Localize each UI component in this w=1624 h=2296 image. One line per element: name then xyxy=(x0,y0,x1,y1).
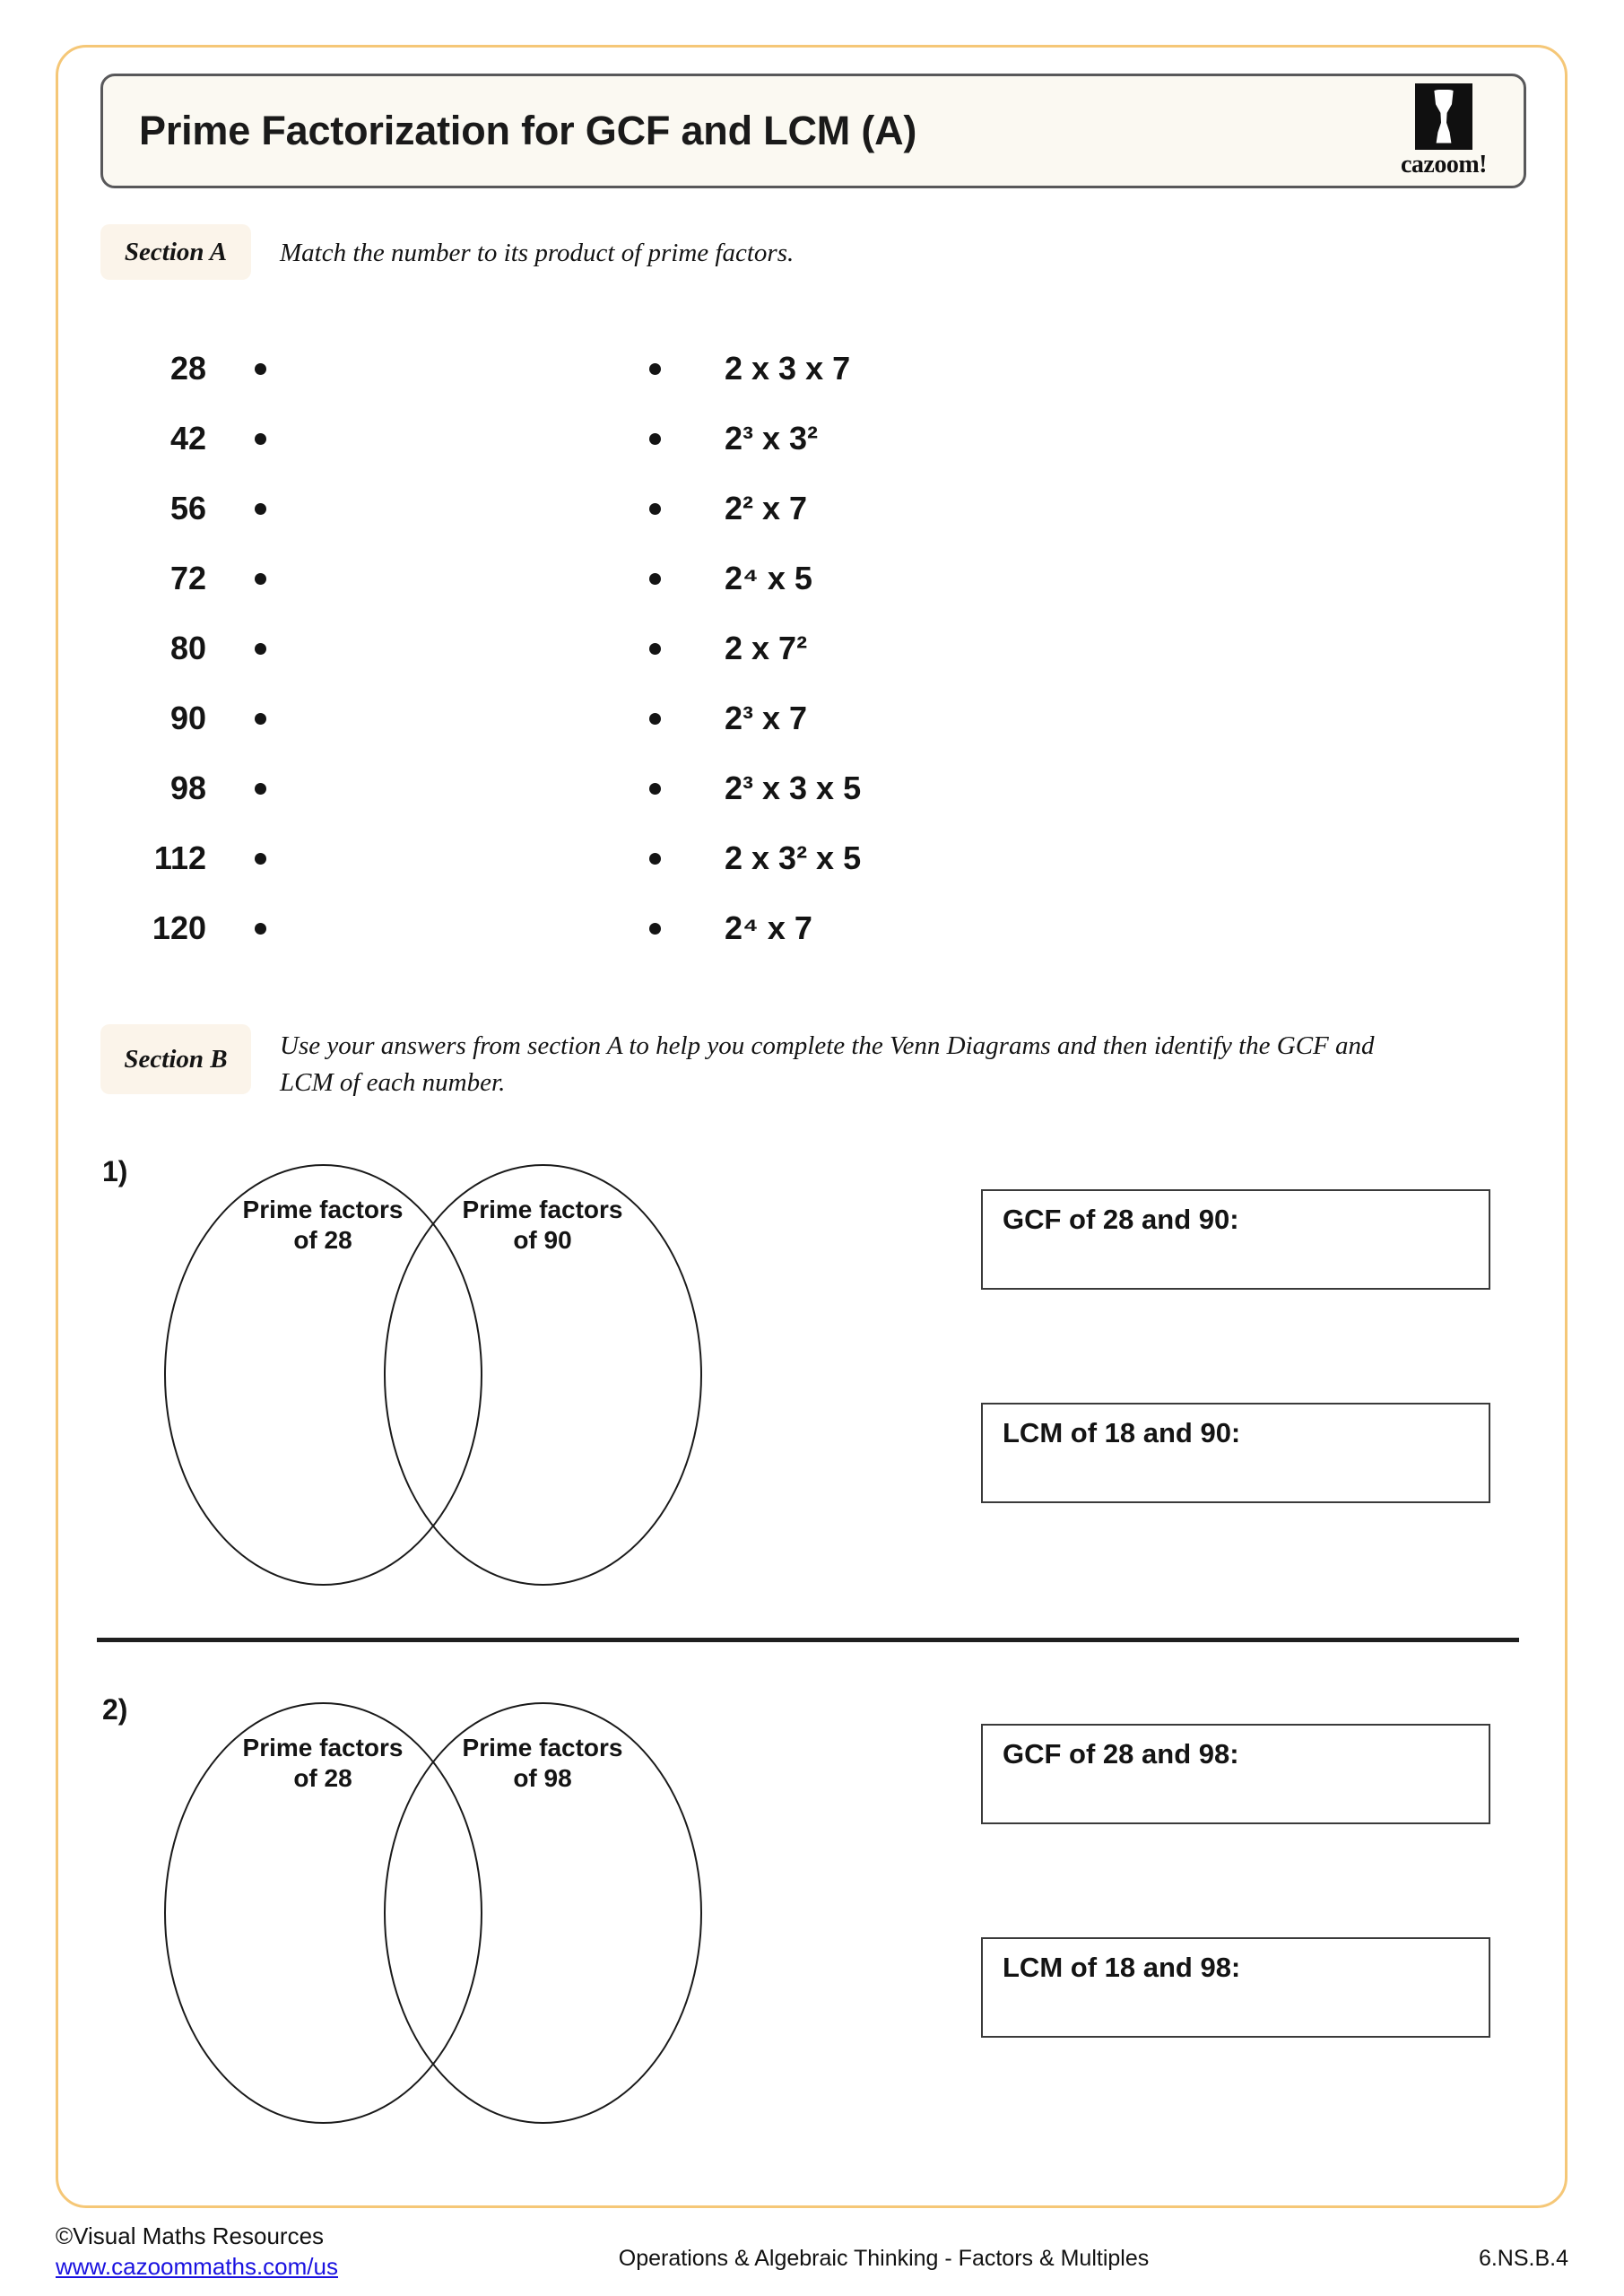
match-factorization: 2 x 3 x 7 xyxy=(725,350,851,387)
match-right-dot[interactable] xyxy=(619,643,690,655)
bullet-icon xyxy=(649,783,661,795)
lcm-label-2: LCM of 18 and 98: xyxy=(1003,1952,1241,1983)
match-right-dot[interactable] xyxy=(619,503,690,515)
bullet-icon xyxy=(649,503,661,515)
bullet-icon xyxy=(255,853,266,865)
gcf-answer-box-2[interactable] xyxy=(981,1724,1490,1824)
footer-standard-code: 6.NS.B.4 xyxy=(1478,2246,1568,2271)
match-row xyxy=(0,683,1624,753)
match-right-dot[interactable] xyxy=(619,433,690,445)
cazoom-logo xyxy=(1387,83,1500,179)
bullet-icon xyxy=(649,573,661,585)
match-right-dot[interactable] xyxy=(619,923,690,935)
bullet-icon xyxy=(255,713,266,725)
section-a-instruction: Match the number to its product of prime factors. xyxy=(280,239,795,267)
match-right-dot[interactable] xyxy=(619,363,690,375)
match-row xyxy=(0,334,1624,404)
match-row xyxy=(0,823,1624,893)
match-left-dot[interactable] xyxy=(206,363,314,375)
bullet-icon xyxy=(649,643,661,655)
match-right-dot[interactable] xyxy=(619,573,690,585)
footer-website-link[interactable]: www.cazoommaths.com/us xyxy=(56,2253,338,2281)
match-factorization: 2⁴ x 5 xyxy=(725,560,812,596)
section-b-instruction: Use your answers from section A to help you complete the Venn Diagrams and then identify the GCF and LCM of each number. xyxy=(280,1031,1375,1098)
bullet-icon xyxy=(255,573,266,585)
bullet-icon xyxy=(255,643,266,655)
match-right-dot[interactable] xyxy=(619,783,690,795)
venn-diagram-1[interactable] xyxy=(164,1164,702,1586)
section-b-tag: Section B xyxy=(100,1024,251,1094)
footer-copyright: ©Visual Maths Resources xyxy=(56,2222,325,2249)
bullet-icon xyxy=(255,783,266,795)
lcm-answer-box-1[interactable] xyxy=(981,1403,1490,1503)
match-row xyxy=(0,753,1624,823)
match-number: 98 xyxy=(169,770,206,806)
bullet-icon xyxy=(649,433,661,445)
match-number: 90 xyxy=(169,700,206,736)
match-left-dot[interactable] xyxy=(206,713,314,725)
bullet-icon xyxy=(649,853,661,865)
question-1-number: 1) xyxy=(102,1155,128,1187)
section-a-tag: Section A xyxy=(100,224,251,280)
lcm-label-1: LCM of 18 and 90: xyxy=(1003,1417,1241,1448)
venn-diagram-2[interactable] xyxy=(164,1702,702,2124)
match-left-dot[interactable] xyxy=(206,853,314,865)
gcf-label-2: GCF of 28 and 98: xyxy=(1003,1738,1239,1770)
venn-label-right xyxy=(421,1733,664,1794)
match-factorization: 2³ x 7 xyxy=(725,700,808,736)
match-factorization: 2⁴ x 7 xyxy=(725,909,812,946)
venn-label-right-line2: of 98 xyxy=(513,1764,572,1793)
match-row xyxy=(0,404,1624,474)
venn-label-left xyxy=(202,1733,444,1794)
bullet-icon xyxy=(255,923,266,935)
match-factorization: 2² x 7 xyxy=(725,490,808,526)
venn-label-right-line2: of 90 xyxy=(513,1226,572,1255)
venn-label-left xyxy=(202,1195,444,1256)
gcf-answer-box-1[interactable] xyxy=(981,1189,1490,1290)
bullet-icon xyxy=(649,363,661,375)
match-number: 42 xyxy=(169,420,206,457)
section-b-header xyxy=(100,1024,1517,1101)
venn-label-left-line2: of 28 xyxy=(293,1226,352,1255)
bullet-icon xyxy=(649,713,661,725)
venn-label-left-line1: Prime factors xyxy=(242,1196,404,1223)
question-divider xyxy=(97,1638,1519,1642)
match-number: 112 xyxy=(153,839,206,876)
match-number: 80 xyxy=(169,630,206,666)
match-left-dot[interactable] xyxy=(206,503,314,515)
match-right-dot[interactable] xyxy=(619,713,690,725)
venn-label-right-line1: Prime factors xyxy=(462,1196,623,1223)
worksheet-title-bar xyxy=(100,74,1526,188)
match-row xyxy=(0,893,1624,963)
bullet-icon xyxy=(255,363,266,375)
matching-exercise xyxy=(0,334,1624,963)
bullet-icon xyxy=(255,503,266,515)
venn-label-right-line1: Prime factors xyxy=(462,1734,623,1761)
match-factorization: 2³ x 3 x 5 xyxy=(725,770,862,806)
match-left-dot[interactable] xyxy=(206,433,314,445)
match-row xyxy=(0,474,1624,544)
gcf-label-1: GCF of 28 and 90: xyxy=(1003,1204,1239,1235)
match-right-dot[interactable] xyxy=(619,853,690,865)
section-a-header xyxy=(100,224,1517,280)
page-title: Prime Factorization for GCF and LCM (A) xyxy=(139,108,917,153)
match-factorization: 2 x 3² x 5 xyxy=(725,839,862,876)
match-factorization: 2 x 7² xyxy=(725,630,808,666)
venn-label-left-line1: Prime factors xyxy=(242,1734,404,1761)
venn-label-right xyxy=(421,1195,664,1256)
match-row xyxy=(0,613,1624,683)
logo-wordmark: cazoom! xyxy=(1400,150,1487,178)
question-2-number: 2) xyxy=(102,1693,128,1726)
page-footer xyxy=(0,2221,1624,2283)
match-number: 72 xyxy=(169,560,206,596)
lcm-answer-box-2[interactable] xyxy=(981,1937,1490,2038)
match-factorization: 2³ x 3² xyxy=(725,420,819,457)
match-number: 120 xyxy=(152,909,206,946)
match-row xyxy=(0,544,1624,613)
match-left-dot[interactable] xyxy=(206,643,314,655)
match-left-dot[interactable] xyxy=(206,573,314,585)
bullet-icon xyxy=(649,923,661,935)
match-number: 28 xyxy=(169,350,206,387)
bullet-icon xyxy=(255,433,266,445)
goblet-icon xyxy=(1415,83,1472,150)
footer-topic: Operations & Algebraic Thinking - Factors & Multiples xyxy=(618,2246,1150,2271)
match-left-dot[interactable] xyxy=(206,923,314,935)
venn-label-left-line2: of 28 xyxy=(293,1764,352,1793)
match-number: 56 xyxy=(169,490,206,526)
footer-copyright-block xyxy=(0,2221,502,2283)
match-left-dot[interactable] xyxy=(206,783,314,795)
